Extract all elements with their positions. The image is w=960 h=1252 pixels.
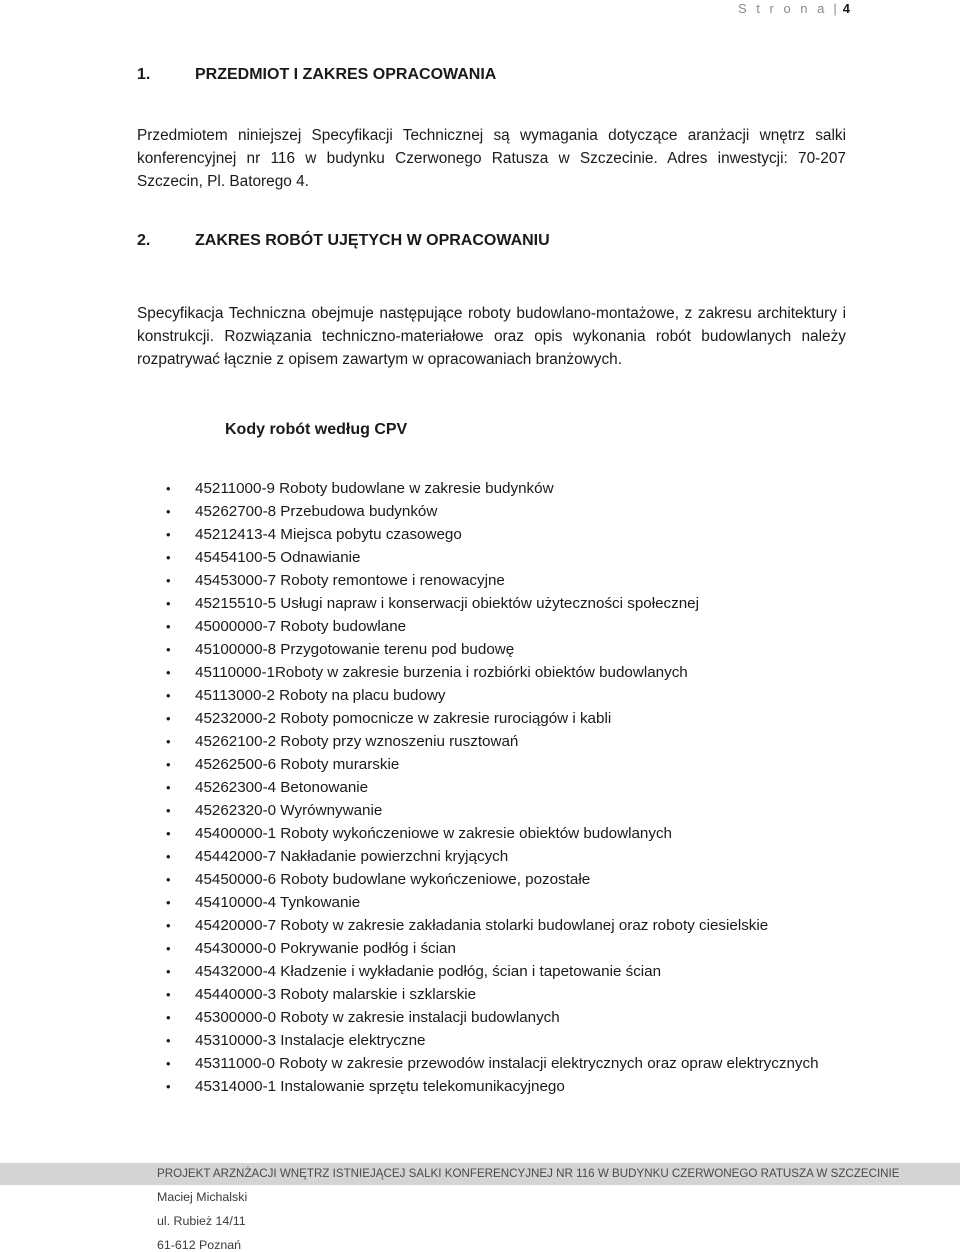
list-item [160,845,846,868]
list-item-text: 45215510-5 Usługi napraw i konserwacji obiektów użyteczności społecznej [195,595,699,612]
section-1-heading [137,66,496,84]
list-item-text: 45100000-8 Przygotowanie terenu pod budowę [195,641,515,658]
footer-project-title: PROJEKT ARZNŻACJI WNĘTRZ ISTNIEJĄCEJ SALKI KONFERENCYJNEJ NR 116 W BUDYNKU CZERWONEGO RATUSZA W SZCZECINIE [157,1167,900,1180]
list-item [160,753,846,776]
bullet-icon: • [166,665,171,680]
list-item-text: 45310000-3 Instalacje elektryczne [195,1032,426,1049]
bullet-icon: • [166,780,171,795]
list-item [160,592,846,615]
bullet-icon: • [166,527,171,542]
list-item [160,730,846,753]
list-item [160,661,846,684]
bullet-icon: • [166,711,171,726]
bullet-icon: • [166,573,171,588]
list-item [160,1029,846,1052]
list-item [160,1075,846,1098]
list-item-text: 45262300-4 Betonowanie [195,779,369,796]
section-1-paragraph: Przedmiotem niniejszej Specyfikacji Technicznej są wymagania dotyczące aranżacji wnętrz salki konferencyjnej nr 116 w budynku Czerwonego Ratusza w Szczecinie. Adres inwestycji: 70-207 Szczecin, Pl. Batorego 4. [137,127,846,190]
bullet-icon: • [166,826,171,841]
list-item [160,799,846,822]
list-item-text: 45211000-9 Roboty budowlane w zakresie budynków [195,480,554,497]
bullet-icon: • [166,734,171,749]
list-item-text: 45232000-2 Roboty pomocnicze w zakresie rurociągów i kabli [195,710,612,727]
section-2-heading [137,232,550,250]
section-2-number: 2. [137,232,151,249]
list-item [160,638,846,661]
page-header [738,0,850,16]
list-item-text: 45262100-2 Roboty przy wznoszeniu rusztowań [195,733,519,750]
list-item [160,546,846,569]
list-item [160,1052,846,1075]
bullet-icon: • [166,1010,171,1025]
list-item [160,615,846,638]
bullet-icon: • [166,964,171,979]
bullet-icon: • [166,757,171,772]
footer-city: 61-612 Poznań [157,1238,242,1252]
section-1-number: 1. [137,66,151,83]
list-item-text: 45453000-7 Roboty remontowe i renowacyjne [195,572,505,589]
list-item-text: 45212413-4 Miejsca pobytu czasowego [195,526,462,543]
footer-street: ul. Rubież 14/11 [157,1214,246,1228]
bullet-icon: • [166,550,171,565]
bullet-icon: • [166,481,171,496]
list-item [160,569,846,592]
list-item-text: 45400000-1 Roboty wykończeniowe w zakresie obiektów budowlanych [195,825,672,842]
bullet-icon: • [166,1079,171,1094]
list-item-text: 45314000-1 Instalowanie sprzętu telekomunikacyjnego [195,1078,565,1095]
list-item-text: 45442000-7 Nakładanie powierzchni kryjących [195,848,509,865]
bullet-icon: • [166,872,171,887]
page-separator: | [833,0,837,16]
list-item-text: 45454100-5 Odnawianie [195,549,361,566]
list-item-text: 45262320-0 Wyrównywanie [195,802,383,819]
bullet-icon: • [166,918,171,933]
list-item-text: 45262700-8 Przebudowa budynków [195,503,438,520]
list-item [160,684,846,707]
bullet-icon: • [166,1033,171,1048]
list-item [160,891,846,914]
bullet-icon: • [166,504,171,519]
bullet-icon: • [166,619,171,634]
list-item-text: 45300000-0 Roboty w zakresie instalacji budowlanych [195,1009,560,1026]
list-item [160,1006,846,1029]
list-item [160,937,846,960]
section-2-paragraph: Specyfikacja Techniczna obejmuje następujące roboty budowlano-montażowe, z zakresu architektury i konstrukcji. Rozwiązania techniczno-materiałowe oraz opis wykonania robót budowlanych należy rozpatrywać łącznie z opisem zawartym w opracowaniach branżowych. [137,305,846,368]
list-item-text: 45410000-4 Tynkowanie [195,894,361,911]
list-item [160,868,846,891]
footer-author-name: Maciej Michalski [157,1190,248,1204]
bullet-icon: • [166,941,171,956]
page-number: 4 [842,0,850,16]
list-item [160,822,846,845]
bullet-icon: • [166,987,171,1002]
bullet-icon: • [166,803,171,818]
list-item-text: 45113000-2 Roboty na placu budowy [195,687,446,704]
list-item [160,500,846,523]
page-label: S t r o n a [738,0,828,16]
section-2-title: ZAKRES ROBÓT UJĘTYCH W OPRACOWANIU [195,232,550,249]
list-item-text: 45430000-0 Pokrywanie podłóg i ścian [195,940,456,957]
list-item [160,477,846,500]
list-item-text: 45432000-4 Kładzenie i wykładanie podłóg, ścian i tapetowanie ścian [195,963,662,980]
bullet-icon: • [166,642,171,657]
list-item [160,523,846,546]
list-item-text: 45110000-1Roboty w zakresie burzenia i rozbiórki obiektów budowlanych [195,664,688,681]
bullet-icon: • [166,1056,171,1071]
cpv-code-list [160,477,846,1098]
bullet-icon: • [166,688,171,703]
list-item [160,960,846,983]
list-item [160,983,846,1006]
list-item-text: 45311000-0 Roboty w zakresie przewodów instalacji elektrycznych oraz opraw elektrycznych [195,1055,819,1072]
list-item-text: 45000000-7 Roboty budowlane [195,618,407,635]
list-item-text: 45262500-6 Roboty murarskie [195,756,400,773]
bullet-icon: • [166,895,171,910]
list-item [160,914,846,937]
cpv-heading: Kody robót według CPV [225,421,408,438]
list-item-text: 45420000-7 Roboty w zakresie zakładania stolarki budowlanej oraz roboty ciesielskie [195,917,769,934]
bullet-icon: • [166,596,171,611]
list-item [160,776,846,799]
list-item-text: 45450000-6 Roboty budowlane wykończeniowe, pozostałe [195,871,591,888]
bullet-icon: • [166,849,171,864]
section-1-title: PRZEDMIOT I ZAKRES OPRACOWANIA [195,66,497,83]
list-item-text: 45440000-3 Roboty malarskie i szklarskie [195,986,477,1003]
list-item [160,707,846,730]
